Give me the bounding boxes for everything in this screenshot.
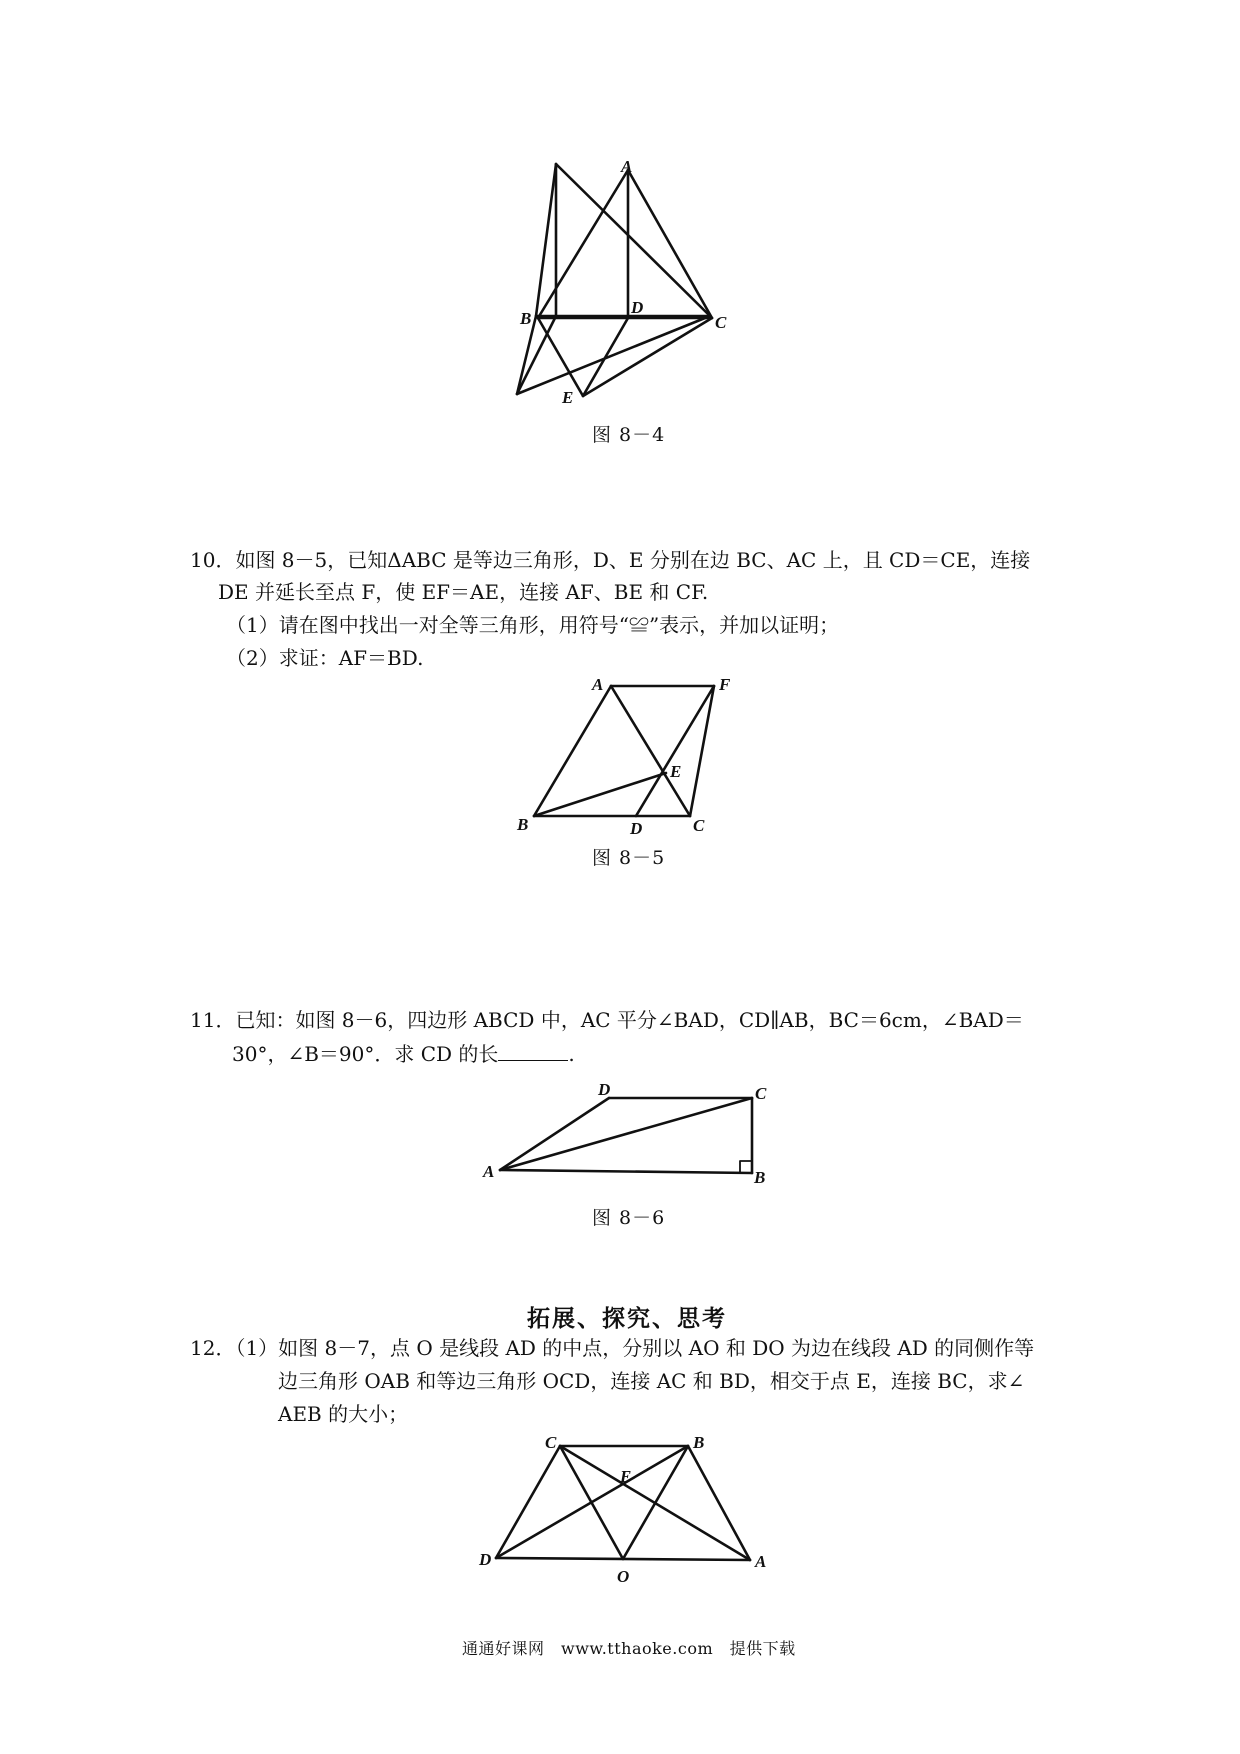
fig87-label-b: B [693, 1433, 705, 1452]
fig85-label-a: A [592, 675, 604, 694]
fig87-label-a: A [755, 1552, 767, 1571]
fig87-label-c: C [545, 1433, 557, 1452]
fig87-label-o: O [617, 1567, 630, 1586]
problem-12-line-2: 边三角形 OAB 和等边三角形 OCD，连接 AC 和 BD，相交于点 E，连接 BC，求∠ [278, 1369, 1025, 1393]
problem-10-part-1: （1）请在图中找出一对全等三角形，用符号“≌”表示，并加以证明； [226, 613, 840, 637]
problem-11-line-2-end: . [568, 1042, 575, 1066]
fig87-label-e: E [620, 1467, 632, 1486]
section-heading: 拓展、探究、思考 [527, 1305, 727, 1332]
fig86-label-a: A [483, 1162, 495, 1181]
problem-10-line-2: DE 并延长至点 F，使 EF＝AE，连接 AF、BE 和 CF. [218, 580, 709, 604]
problem-10-part-2: （2）求证：AF＝BD. [226, 646, 424, 670]
fig84-label-a: A [621, 157, 633, 176]
fig85-label-b: B [517, 815, 529, 834]
fig87-label-d: D [479, 1550, 492, 1569]
fig84-label-b: B [520, 309, 532, 328]
fig86-label-d: D [598, 1080, 611, 1099]
figure-8-4-caption: 图 8－4 [592, 424, 666, 446]
problem-11-line-1: 11．已知：如图 8－6，四边形 ABCD 中，AC 平分∠BAD，CD∥AB，BC＝6cm，∠BAD＝ [190, 1008, 1024, 1032]
fig85-label-f: F [719, 675, 731, 694]
fig85-label-e: E [670, 762, 682, 781]
fig84-label-e: E [562, 388, 574, 407]
problem-12-line-3: AEB 的大小； [278, 1402, 409, 1426]
fig85-label-c: C [693, 816, 705, 835]
problem-11-line-2-text: 30°，∠B＝90°．求 CD 的长 [232, 1042, 499, 1066]
fig85-label-d: D [630, 819, 643, 838]
fig86-label-c: C [755, 1084, 767, 1103]
footer-credit: 通通好课网 www.tthaoke.com 提供下载 [462, 1639, 796, 1658]
fig84-label-d: D [631, 298, 644, 317]
figure-8-5-caption: 图 8－5 [592, 847, 666, 869]
problem-10-line-1: 10．如图 8－5，已知ΔABC 是等边三角形，D、E 分别在边 BC、AC 上，且 CD＝CE，连接 [190, 548, 1031, 572]
problem-12-line-1: 12．（1）如图 8－7，点 O 是线段 AD 的中点，分别以 AO 和 DO 为边在线段 AD 的同侧作等 [190, 1336, 1035, 1360]
figure-8-6-caption: 图 8－6 [592, 1207, 666, 1229]
fig84-label-c: C [715, 313, 727, 332]
fig86-label-b: B [754, 1168, 766, 1187]
